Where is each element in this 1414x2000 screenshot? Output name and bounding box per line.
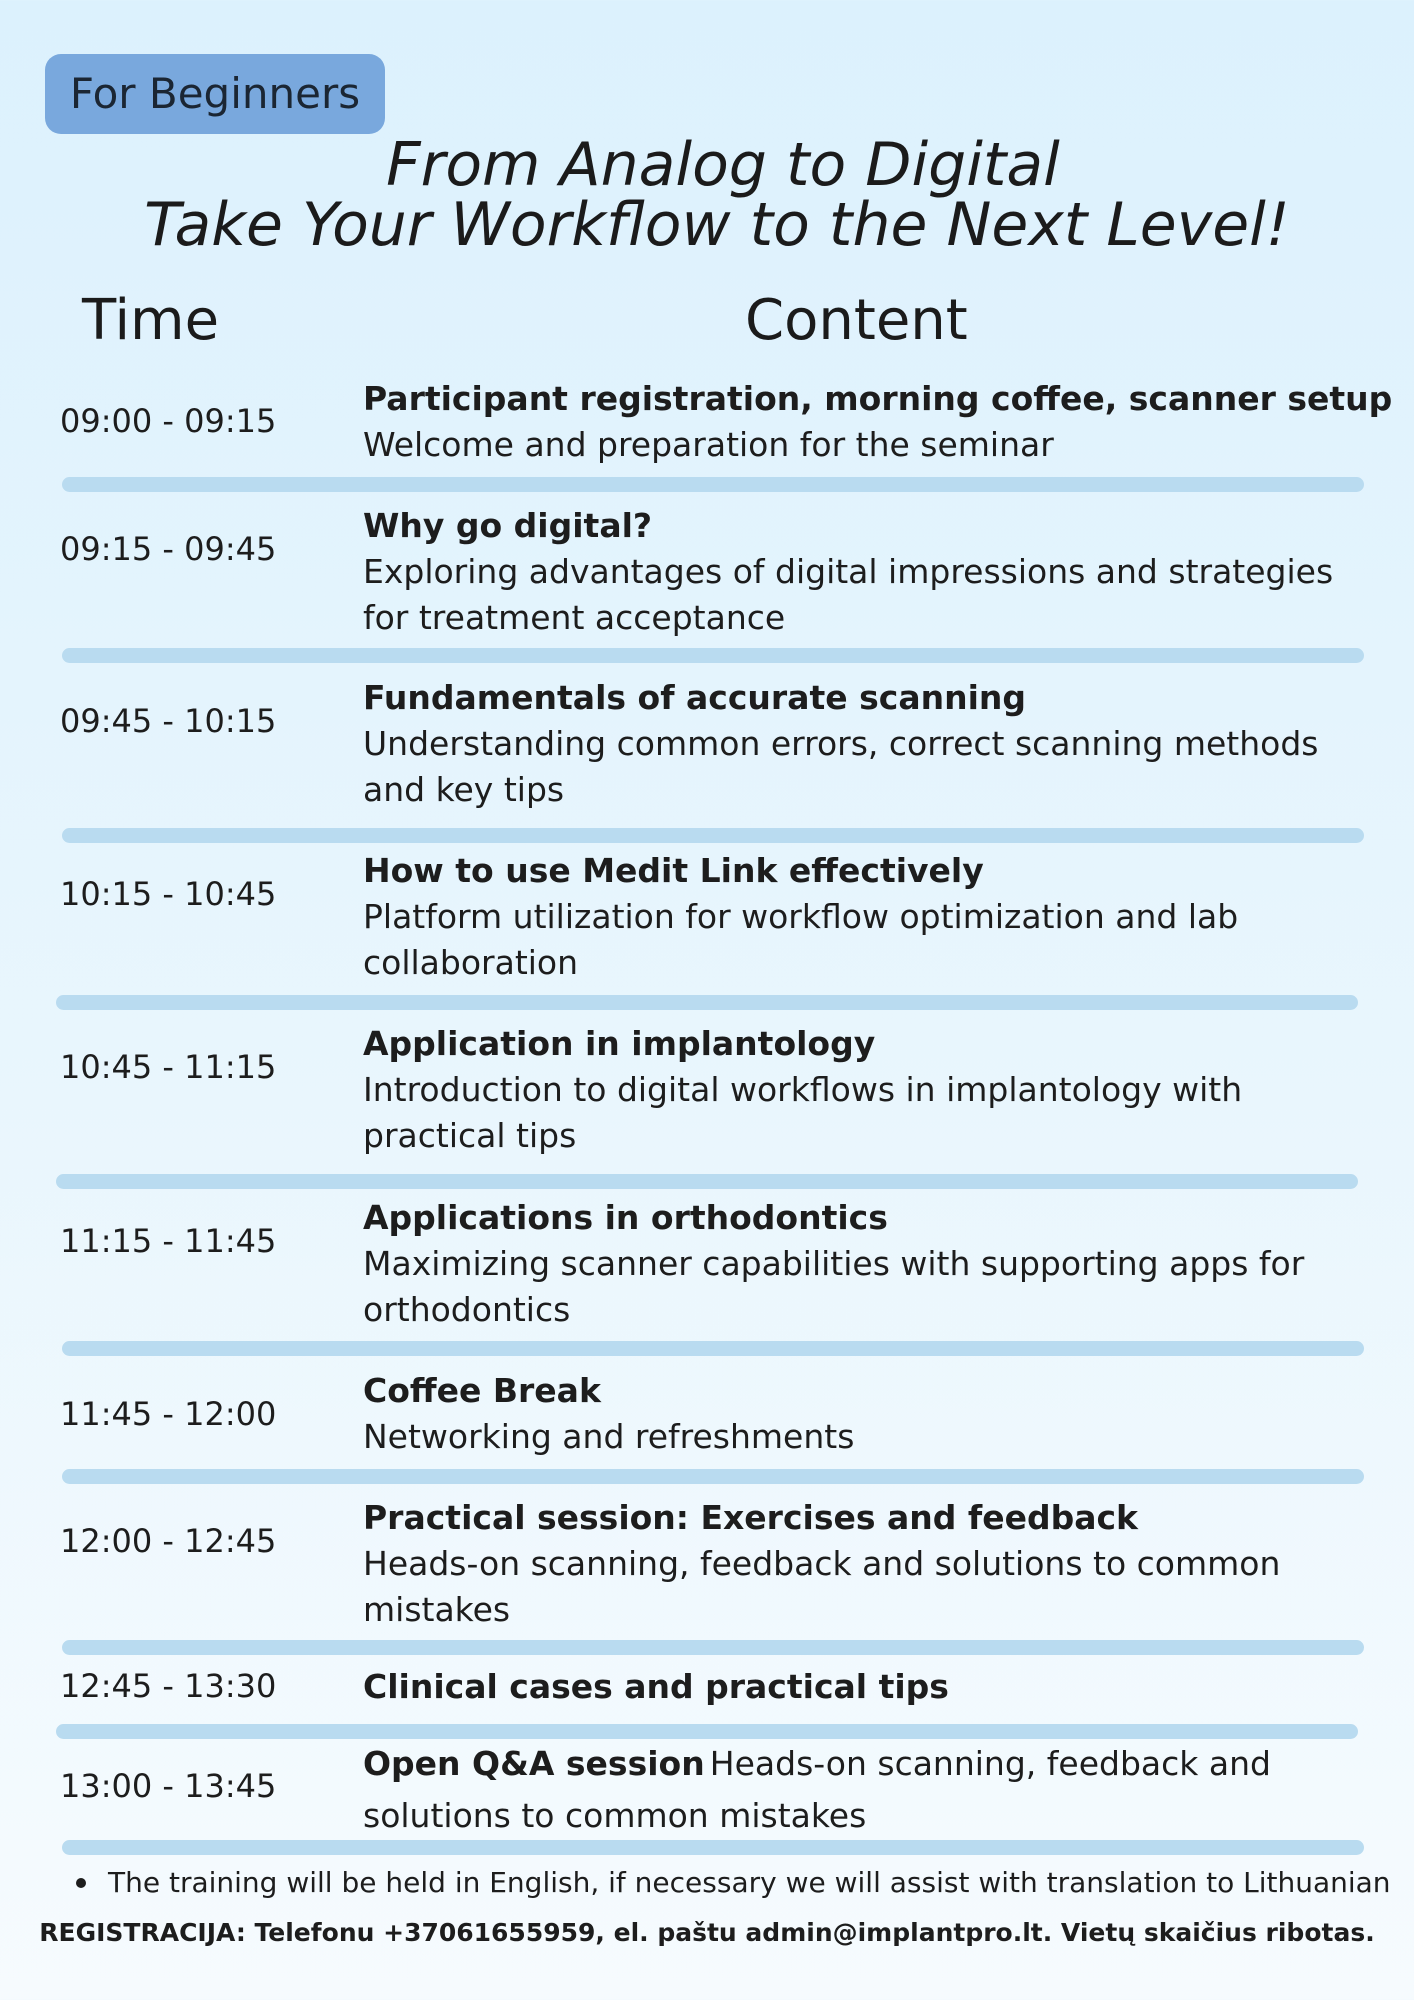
- row-title: Fundamentals of accurate scanning: [363, 678, 1026, 717]
- row-title: Why go digital?: [363, 506, 653, 545]
- row-divider: [56, 1174, 1358, 1189]
- row-divider: [56, 995, 1358, 1010]
- row-description: Exploring advantages of digital impressions and strategies for treatment acceptance: [363, 552, 1334, 637]
- row-time: 11:45 - 12:00: [60, 1395, 277, 1433]
- content-column-header: Content: [745, 288, 968, 353]
- row-time: 09:15 - 09:45: [60, 530, 277, 568]
- row-content: [363, 1368, 1383, 1460]
- row-time: 10:15 - 10:45: [60, 875, 277, 913]
- row-divider: [62, 828, 1364, 843]
- row-time: 12:00 - 12:45: [60, 1522, 277, 1560]
- row-divider: [62, 648, 1364, 663]
- row-description: Welcome and preparation for the seminar: [363, 425, 1054, 464]
- time-column-header: Time: [82, 288, 220, 353]
- registration-info: REGISTRACIJA: Telefonu +37061655959, el. paštu admin@implantpro.lt. Vietų skaičius ribotas.: [39, 1918, 1375, 1947]
- row-title: Open Q&A session: [363, 1744, 705, 1783]
- row-divider: [62, 1640, 1364, 1655]
- row-content: [363, 1495, 1383, 1633]
- row-title: Coffee Break: [363, 1371, 601, 1410]
- row-time: 10:45 - 11:15: [60, 1048, 277, 1086]
- row-content: [363, 1664, 1383, 1710]
- row-time: 13:00 - 13:45: [60, 1767, 277, 1805]
- row-content: [363, 1021, 1383, 1159]
- row-content: [363, 848, 1383, 986]
- row-time: 09:00 - 09:15: [60, 402, 277, 440]
- row-title: Clinical cases and practical tips: [363, 1667, 949, 1706]
- level-badge: For Beginners: [45, 54, 385, 134]
- row-divider: [62, 1341, 1364, 1356]
- row-content: [363, 1195, 1383, 1333]
- row-divider: [62, 477, 1364, 492]
- row-divider: [56, 1724, 1358, 1739]
- row-content: [363, 1741, 1383, 1845]
- row-description: Platform utilization for workflow optimization and lab collaboration: [363, 897, 1239, 982]
- headline-line-1: From Analog to Digital: [386, 130, 1060, 200]
- row-title: Application in implantology: [363, 1024, 876, 1063]
- row-description: Heads-on scanning, feedback and solutions to common mistakes: [363, 1544, 1281, 1629]
- row-description: Introduction to digital workflows in implantology with practical tips: [363, 1070, 1243, 1155]
- row-time: 11:15 - 11:45: [60, 1222, 277, 1260]
- row-divider: [62, 1840, 1364, 1855]
- language-note-text: The training will be held in English, if necessary we will assist with translation to Lithuanian: [108, 1866, 1391, 1899]
- row-description: Networking and refreshments: [363, 1417, 855, 1456]
- row-description: Understanding common errors, correct scanning methods and key tips: [363, 724, 1319, 809]
- row-divider: [62, 1469, 1364, 1484]
- row-content: [363, 503, 1383, 641]
- row-time: 12:45 - 13:30: [60, 1667, 277, 1705]
- row-time: 09:45 - 10:15: [60, 702, 277, 740]
- language-note: [76, 1866, 1391, 1899]
- row-title: Applications in orthodontics: [363, 1198, 888, 1237]
- row-content: [363, 675, 1383, 813]
- row-title: Practical session: Exercises and feedback: [363, 1498, 1139, 1537]
- row-title: Participant registration, morning coffee, scanner setup: [363, 379, 1393, 418]
- row-content: [363, 376, 1393, 468]
- bullet-icon: [76, 1878, 86, 1888]
- row-title: How to use Medit Link effectively: [363, 851, 984, 890]
- row-description: Heads-on scanning, feedback and solutions to common mistakes: [363, 1744, 1271, 1835]
- headline-line-2: Take Your Workflow to the Next Level!: [144, 190, 1290, 260]
- row-description: Maximizing scanner capabilities with supporting apps for orthodontics: [363, 1244, 1305, 1329]
